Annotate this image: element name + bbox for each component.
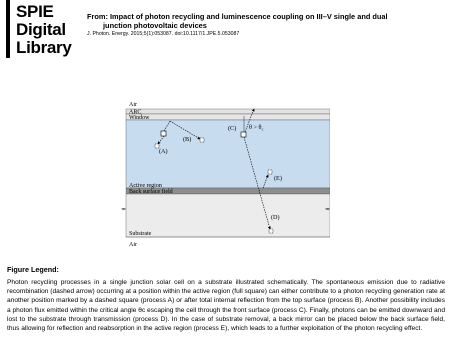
label-arc: ARC (129, 109, 142, 116)
from-line: From: Impact of photon recycling and luminescence coupling on III–V single and dual (87, 12, 388, 21)
angle-label: $\theta > \theta_c$ (249, 124, 264, 132)
legend-title: Figure Legend: (7, 265, 59, 274)
logo-bar (6, 0, 10, 58)
label-process-b: (B) (183, 136, 192, 143)
article-header (87, 12, 417, 38)
label-active-region: Active region (129, 183, 162, 189)
legend-body: Photon recycling processes in a single junction solar cell on a substrate illustrated schematically. The spontaneous emission due to radiative recombination (dashed arrow) occurring at a position within the active region (full square) can either contribute to a photon recycling generation rate at another position marked by a dashed square (process A) or after total internal reflection from the top surface (process B). Another possibility includes a photon flux emitted within the critical angle θc escaping the cell through the front surface (process C). Finally, photons can be emitted downward and lost to the substrate through transmission (process D). In the case of substrate removal, a back mirror can be placed below the back surface field, thus allowing for reflection and reabsorption in the active region (process E), which leads to a further exploitation of the photon recycling effect. (7, 279, 445, 333)
label-air-top: Air (129, 102, 137, 108)
absorption-site-d (269, 229, 273, 233)
emission-site-cde (241, 132, 246, 137)
label-air-bottom: Air (129, 242, 137, 248)
label-process-d: (D) (271, 214, 280, 221)
logo-line-1: SPIE (16, 2, 54, 21)
logo-line-3: Library (16, 38, 72, 57)
title-line-2: junction photovoltaic devices (103, 21, 207, 30)
arc-layer (126, 109, 330, 114)
emission-site-ab (161, 131, 166, 136)
svg-text:≈: ≈ (325, 206, 330, 213)
svg-text:≈: ≈ (121, 206, 127, 213)
label-process-e: (E) (274, 175, 282, 182)
label-substrate: Substrate (129, 231, 152, 237)
label-process-c: (C) (228, 125, 237, 132)
photon-recycling-figure (118, 98, 330, 250)
logo-line-2: Digital (16, 20, 66, 39)
substrate-layer (126, 194, 330, 237)
label-window: Window (129, 115, 150, 121)
label-process-a: (A) (159, 148, 168, 155)
absorption-site-e (268, 170, 272, 174)
citation: J. Photon. Energy. 2015;5(1):053087. doi:10.1117/1.JPE.5.053087 (87, 31, 240, 37)
label-back-surface-field: Back surface field (129, 189, 173, 195)
window-layer (126, 114, 330, 120)
absorption-site-b (200, 138, 204, 142)
